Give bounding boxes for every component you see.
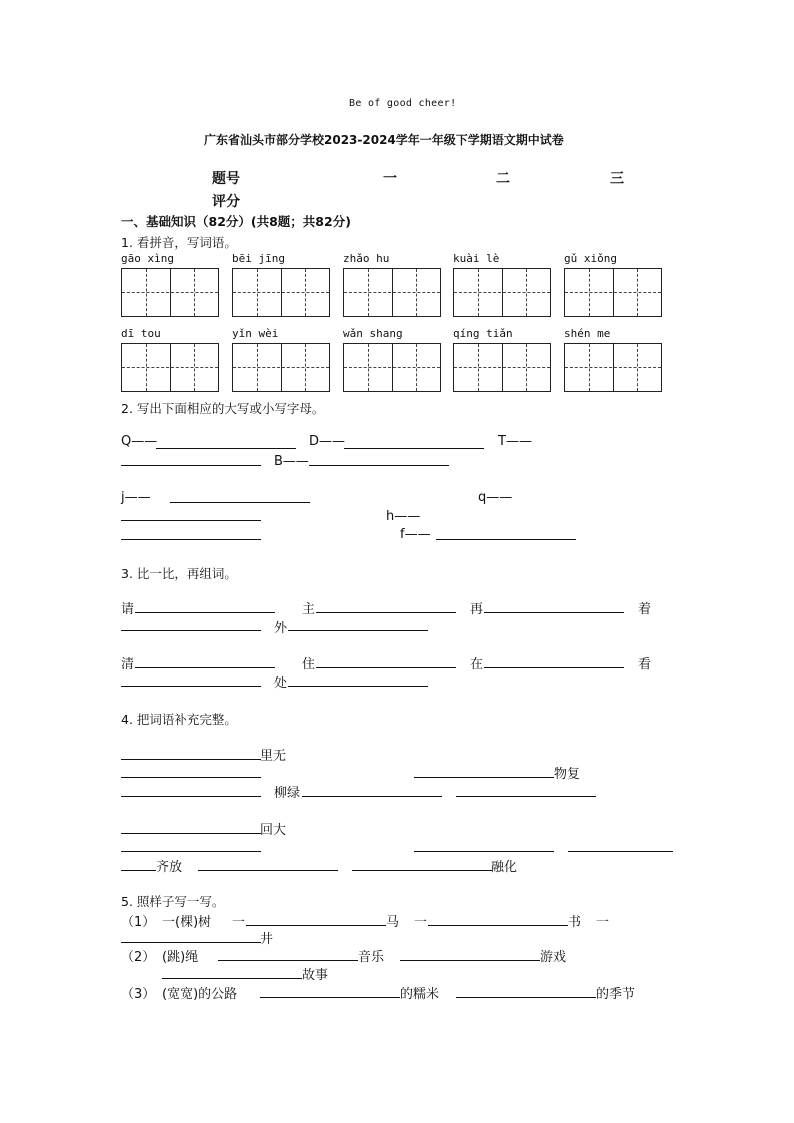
- answer-blank[interactable]: [121, 777, 261, 778]
- q5-item-2-text: 故事: [302, 968, 329, 983]
- answer-blank[interactable]: [309, 465, 449, 466]
- q5-item-3-number: （3）: [121, 987, 156, 1002]
- answer-blank[interactable]: [121, 833, 261, 834]
- answer-blank[interactable]: [260, 997, 400, 998]
- answer-blank[interactable]: [428, 925, 568, 926]
- score-table-col-2: 二: [496, 171, 510, 187]
- q5-item-1-text: 一: [232, 915, 246, 930]
- letter-h-label: h——: [386, 509, 421, 524]
- idiom-item: 齐放: [156, 860, 183, 875]
- answer-blank[interactable]: [414, 851, 554, 852]
- answer-blank[interactable]: [302, 796, 442, 797]
- idiom-item: 里无: [260, 749, 287, 764]
- writing-grid[interactable]: [564, 268, 662, 317]
- pinyin-beijing: bēi jīng: [232, 252, 285, 265]
- answer-blank[interactable]: [170, 502, 310, 503]
- q5-item-2-example: (跳)绳: [162, 950, 199, 965]
- char-qing-clear: 清: [121, 657, 135, 672]
- answer-blank[interactable]: [121, 759, 261, 760]
- pinyin-zhaohu: zhǎo hu: [343, 252, 390, 265]
- q5-item-1-text: 马: [386, 915, 400, 930]
- pinyin-ditou: dī tou: [121, 327, 161, 340]
- score-table-col-3: 三: [610, 171, 624, 187]
- idiom-item: 融化: [491, 860, 518, 875]
- score-table-row2-label: 评分: [212, 194, 240, 210]
- score-table-row1-label: 题号: [212, 171, 240, 187]
- char-zai-at: 在: [470, 657, 484, 672]
- q5-prompt: 5. 照样子写一写。: [121, 894, 225, 909]
- letter-q-label: q——: [478, 490, 513, 505]
- answer-blank[interactable]: [218, 960, 358, 961]
- answer-blank[interactable]: [414, 777, 554, 778]
- answer-blank[interactable]: [568, 851, 673, 852]
- pinyin-shenme: shén me: [564, 327, 611, 340]
- q3-prompt: 3. 比一比，再组词。: [121, 566, 237, 581]
- answer-blank[interactable]: [436, 539, 576, 540]
- answer-blank[interactable]: [484, 667, 624, 668]
- letter-T-label: T——: [498, 434, 532, 449]
- q5-item-2-text: 游戏: [540, 950, 567, 965]
- letter-j-label: j——: [121, 490, 151, 505]
- char-wai: 外: [274, 621, 288, 636]
- letter-B-label: B——: [274, 454, 309, 469]
- page-title: 广东省汕头市部分学校2023-2024学年一年级下学期语文期中试卷: [204, 133, 564, 147]
- q5-item-1-text: 一: [414, 915, 428, 930]
- q5-item-2-text: 音乐: [358, 950, 385, 965]
- letter-f-label: f——: [400, 527, 431, 542]
- answer-blank[interactable]: [121, 851, 261, 852]
- answer-blank[interactable]: [484, 612, 624, 613]
- answer-blank[interactable]: [288, 686, 428, 687]
- motto: Be of good cheer!: [349, 98, 457, 109]
- writing-grid[interactable]: [121, 268, 219, 317]
- idiom-item: 回大: [260, 823, 287, 838]
- q5-item-1-text: 书: [568, 915, 582, 930]
- char-qing-please: 请: [121, 602, 135, 617]
- answer-blank[interactable]: [162, 978, 302, 979]
- answer-blank[interactable]: [135, 612, 275, 613]
- writing-grid[interactable]: [121, 343, 219, 392]
- writing-grid[interactable]: [232, 268, 330, 317]
- q5-item-3-text: 的糯米: [400, 987, 440, 1002]
- answer-blank[interactable]: [121, 539, 261, 540]
- answer-blank[interactable]: [456, 796, 596, 797]
- letter-Q-label: Q——: [121, 434, 158, 449]
- pinyin-kuaile: kuài lè: [453, 252, 500, 265]
- answer-blank[interactable]: [121, 796, 261, 797]
- q1-prompt: 1. 看拼音，写词语。: [121, 235, 237, 250]
- answer-blank[interactable]: [456, 997, 596, 998]
- answer-blank[interactable]: [400, 960, 540, 961]
- q5-item-2-number: （2）: [121, 950, 156, 965]
- answer-blank[interactable]: [344, 448, 484, 449]
- writing-grid[interactable]: [343, 268, 441, 317]
- q5-item-1-text: 井: [260, 932, 274, 947]
- pinyin-wanshang: wǎn shang: [343, 327, 403, 340]
- score-table-col-1: 一: [383, 171, 397, 187]
- section-1-heading: 一、基础知识（82分）(共8题；共82分): [121, 214, 351, 229]
- char-zhe: 着: [638, 602, 652, 617]
- q2-prompt: 2. 写出下面相应的大写或小写字母。: [121, 401, 325, 416]
- answer-blank[interactable]: [121, 870, 156, 871]
- answer-blank[interactable]: [121, 630, 261, 631]
- answer-blank[interactable]: [121, 942, 261, 943]
- answer-blank[interactable]: [288, 630, 428, 631]
- char-kan: 看: [638, 657, 652, 672]
- answer-blank[interactable]: [135, 667, 275, 668]
- q4-prompt: 4. 把词语补充完整。: [121, 712, 237, 727]
- answer-blank[interactable]: [121, 465, 261, 466]
- pinyin-guxiong: gǔ xiǒng: [564, 252, 617, 265]
- char-zai-again: 再: [470, 602, 484, 617]
- writing-grid[interactable]: [343, 343, 441, 392]
- pinyin-gaoxing: gāo xìng: [121, 252, 174, 265]
- q5-item-1-number: （1）: [121, 915, 156, 930]
- idiom-item: 柳绿: [274, 786, 301, 801]
- answer-blank[interactable]: [352, 870, 492, 871]
- char-zhu-main: 主: [302, 602, 316, 617]
- writing-grid[interactable]: [232, 343, 330, 392]
- pinyin-yinwei: yǐn wèi: [232, 327, 279, 340]
- answer-blank[interactable]: [121, 686, 261, 687]
- answer-blank[interactable]: [246, 925, 386, 926]
- answer-blank[interactable]: [156, 448, 296, 449]
- q5-item-1-text: 一: [596, 915, 610, 930]
- q5-item-3-text: 的季节: [596, 987, 636, 1002]
- writing-grid[interactable]: [453, 343, 551, 392]
- writing-grid[interactable]: [564, 343, 662, 392]
- idiom-item: 物复: [554, 767, 581, 782]
- answer-blank[interactable]: [316, 612, 456, 613]
- char-chu: 处: [274, 676, 288, 691]
- writing-grid[interactable]: [453, 268, 551, 317]
- q5-item-1-example: 一(棵)树: [162, 915, 212, 930]
- q5-item-3-example: (宽宽)的公路: [162, 987, 238, 1002]
- answer-blank[interactable]: [316, 667, 456, 668]
- letter-D-label: D——: [309, 434, 346, 449]
- pinyin-qingtian: qíng tiǎn: [453, 327, 513, 340]
- char-zhu-live: 住: [302, 657, 316, 672]
- answer-blank[interactable]: [121, 520, 261, 521]
- answer-blank[interactable]: [198, 870, 338, 871]
